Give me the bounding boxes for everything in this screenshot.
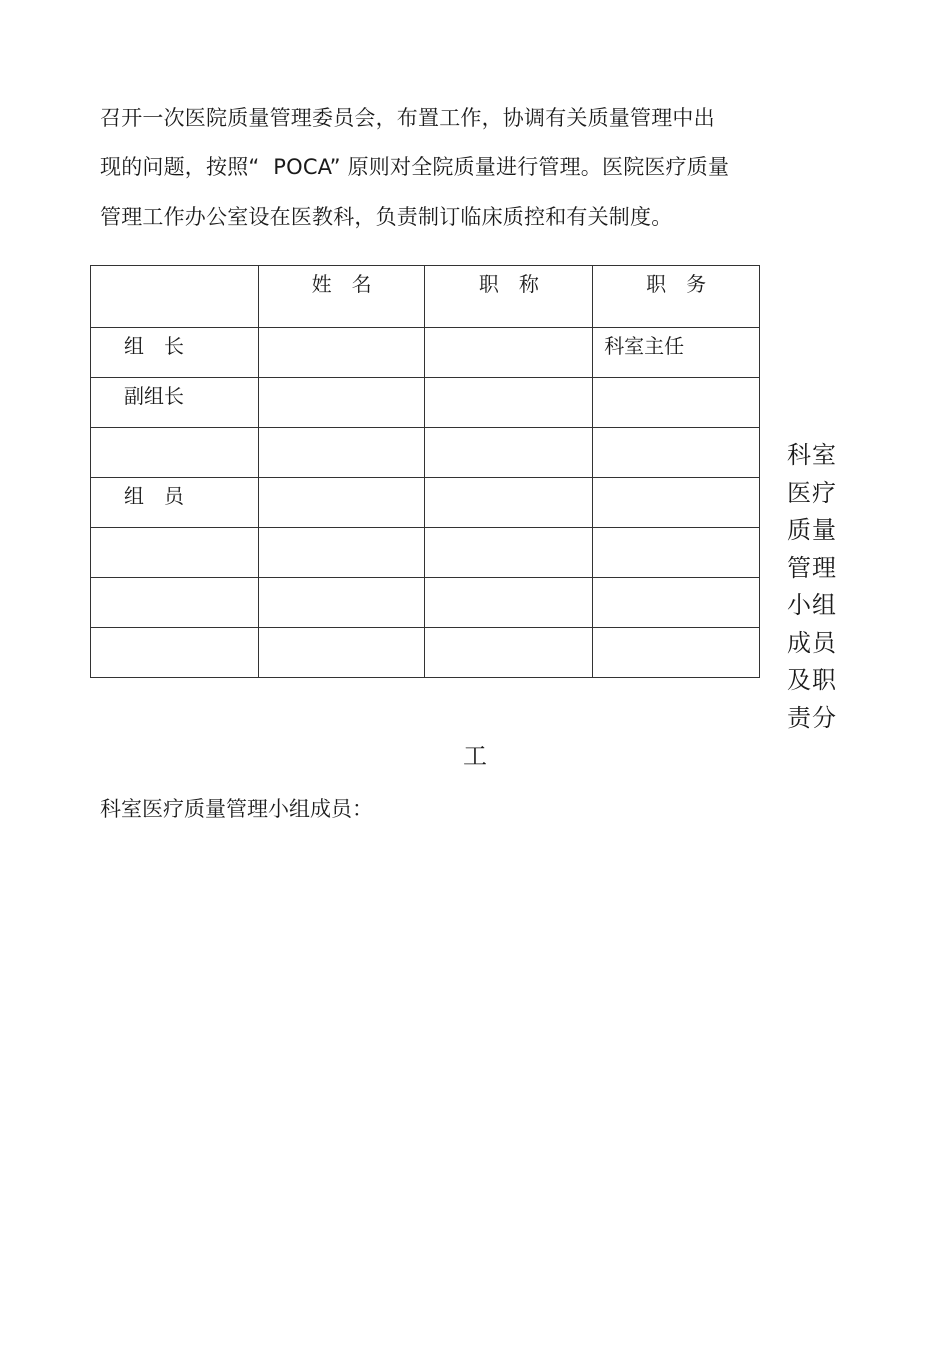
cell-value [593, 528, 759, 533]
table-cell [425, 328, 593, 378]
cell-value [259, 378, 425, 383]
table-cell [258, 628, 425, 678]
header-cell-title [425, 266, 593, 328]
table-cell [425, 578, 593, 628]
header-cell-name [258, 266, 425, 328]
members-table [90, 265, 760, 678]
table-cell [593, 328, 760, 378]
table-cell [425, 428, 593, 478]
cell-value [425, 428, 592, 433]
row-label [91, 528, 258, 533]
table-cell [91, 578, 259, 628]
paragraph-line-1: 召开一次医院质量管理委员会，布置工作，协调有关质量管理中出 [100, 106, 715, 130]
table-cell [593, 628, 760, 678]
cell-value [259, 528, 425, 533]
table-cell [91, 428, 259, 478]
table-cell [91, 478, 259, 528]
cell-value [259, 328, 425, 333]
table-row [91, 528, 760, 578]
table-row [91, 328, 760, 378]
table-header-row [91, 266, 760, 328]
table-cell [425, 528, 593, 578]
header-label-duty: 职 务 [646, 272, 707, 296]
header-cell-blank [91, 266, 259, 328]
table-row [91, 428, 760, 478]
section-title-tail: 工 [463, 742, 487, 770]
paragraph-line-3: 管理工作办公室设在医教科，负责制订临床质控和有关制度。 [100, 205, 673, 229]
table-cell [91, 628, 259, 678]
cell-value [259, 628, 425, 633]
cell-value [593, 628, 759, 633]
table-row [91, 378, 760, 428]
table-cell [258, 378, 425, 428]
row-label [91, 628, 258, 633]
table-cell [593, 528, 760, 578]
table-cell [593, 578, 760, 628]
table-cell [258, 428, 425, 478]
table-cell [593, 428, 760, 478]
table-cell [425, 628, 593, 678]
table-cell [91, 328, 259, 378]
table-cell [425, 378, 593, 428]
table-row [91, 628, 760, 678]
row-label [91, 428, 258, 433]
cell-value [425, 378, 592, 383]
header-label-title: 职 称 [478, 272, 539, 296]
table-cell [258, 578, 425, 628]
cell-value [259, 478, 425, 483]
cell-value [425, 628, 592, 633]
row-label [91, 578, 258, 583]
table-cell [258, 478, 425, 528]
table-cell [258, 328, 425, 378]
table-cell [593, 378, 760, 428]
table-cell [258, 528, 425, 578]
cell-value [259, 428, 425, 433]
table-cell [91, 378, 259, 428]
cell-value [593, 578, 759, 583]
section-title-side: 科室医疗质量管理小组成员及职责分 [787, 441, 837, 732]
table-row [91, 578, 760, 628]
cell-value [425, 328, 592, 333]
cell-value [593, 428, 759, 433]
cell-value [425, 528, 592, 533]
row-label: 副组长 [124, 384, 184, 408]
cell-value [259, 578, 425, 583]
row-label: 组 长 [124, 334, 184, 358]
cell-value [425, 478, 592, 483]
row-label: 组 员 [124, 484, 184, 508]
cell-value [593, 478, 759, 483]
cell-value [593, 378, 759, 383]
table-cell [91, 528, 259, 578]
paragraph-line-2: 现的问题，按照“ POCA” 原则对全院质量进行管理。医院医疗质量 [100, 155, 730, 179]
table-row [91, 478, 760, 528]
cell-value [425, 578, 592, 583]
table-cell [425, 478, 593, 528]
header-cell-duty [593, 266, 760, 328]
cell-value: 科室主任 [604, 334, 685, 358]
header-label-name: 姓 名 [311, 272, 372, 296]
members-label: 科室医疗质量管理小组成员： [100, 797, 373, 821]
table-cell [593, 478, 760, 528]
header-label-blank [91, 266, 258, 271]
